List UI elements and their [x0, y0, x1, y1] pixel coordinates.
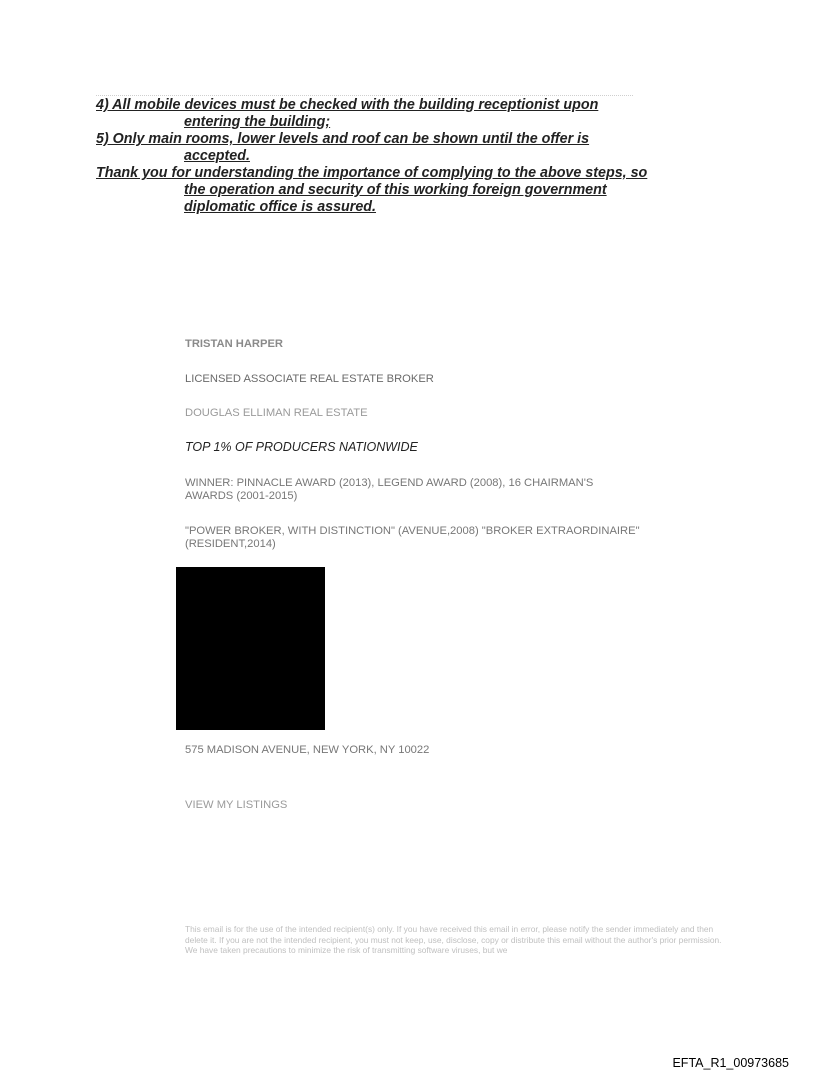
- signature-address: 575 MADISON AVENUE, NEW YORK, NY 10022: [185, 744, 430, 756]
- signature-quotes: "POWER BROKER, WITH DISTINCTION" (AVENUE,2008) "BROKER EXTRAORDINAIRE" (RESIDENT,2014): [185, 525, 640, 550]
- email-disclaimer: This email is for the use of the intended recipient(s) only. If you have received this email in error, please notify the sender immediately and then delete it. If you are not the intended recipient, you must not keep, use, disclose, copy or distribute this email without the author's prior permission. We have taken precautions to minimize the risk of transmitting software viruses, but we: [185, 924, 722, 955]
- instruction-closing-text: Thank you for understanding the importance of complying to the above steps, so the operation and security of this working foreign government diplomatic office is assured.: [96, 165, 648, 215]
- instruction-closing: [96, 165, 656, 216]
- instruction-step-5-text: 5) Only main rooms, lower levels and roof can be shown until the offer is accepted.: [96, 131, 590, 164]
- top-divider: [96, 95, 633, 96]
- signature-company: DOUGLAS ELLIMAN REAL ESTATE: [185, 407, 368, 419]
- signature-tagline: TOP 1% OF PRODUCERS NATIONWIDE: [185, 440, 418, 454]
- redacted-photo: [176, 567, 325, 730]
- signature-name: TRISTAN HARPER: [185, 338, 283, 350]
- instructions-block: [96, 97, 656, 216]
- signature-awards: WINNER: PINNACLE AWARD (2013), LEGEND AWARD (2008), 16 CHAIRMAN'S AWARDS (2001-2015): [185, 477, 594, 502]
- instruction-step-4: [96, 97, 656, 131]
- view-listings-link[interactable]: VIEW MY LISTINGS: [185, 799, 288, 811]
- document-id: EFTA_R1_00973685: [672, 1056, 789, 1070]
- instruction-step-5: [96, 131, 656, 165]
- instruction-step-4-text: 4) All mobile devices must be checked with the building receptionist upon entering the building;: [96, 97, 599, 130]
- signature-title: LICENSED ASSOCIATE REAL ESTATE BROKER: [185, 373, 434, 385]
